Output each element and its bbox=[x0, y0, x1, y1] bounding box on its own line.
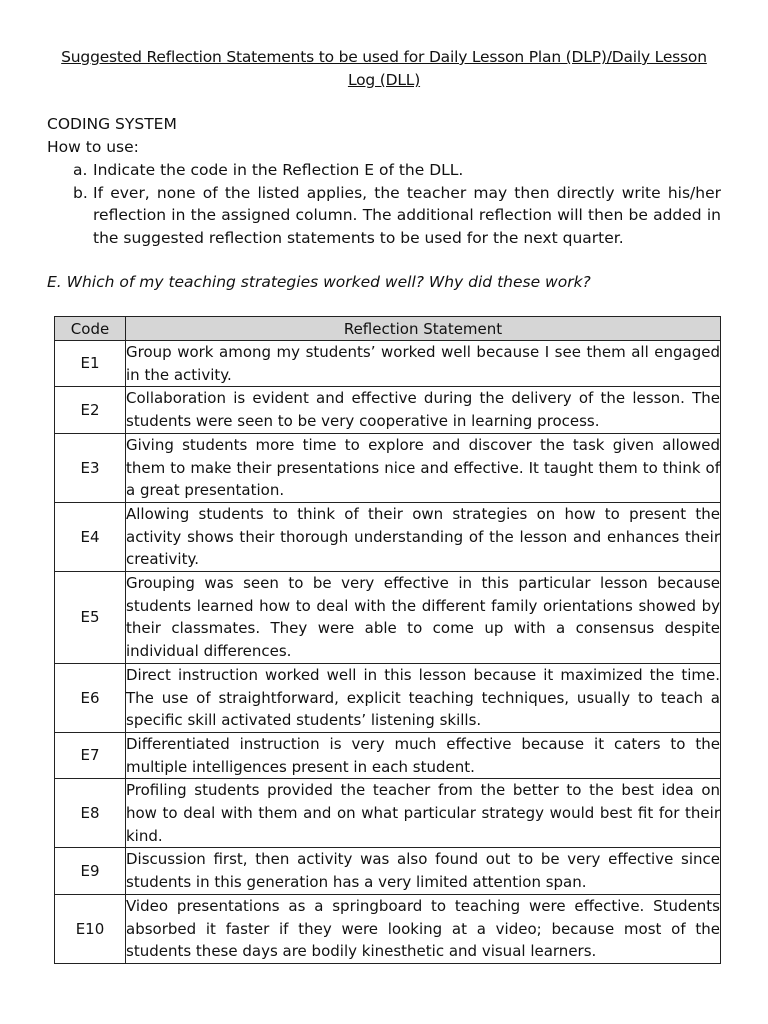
document-title: Suggested Reflection Statements to be used for Daily Lesson Plan (DLP)/Daily Lesson Log (DLL) bbox=[61, 48, 707, 89]
row-code: E3 bbox=[55, 433, 126, 502]
row-statement: Giving students more time to explore and discover the task given allowed them to make their presentations nice and effective. It taught them to think of a great presentation. bbox=[126, 433, 721, 502]
statement-column-header: Reflection Statement bbox=[126, 317, 721, 341]
row-code: E9 bbox=[55, 848, 126, 894]
step-marker: a. bbox=[73, 161, 88, 179]
row-code: E8 bbox=[55, 779, 126, 848]
row-statement: Discussion first, then activity was also found out to be very effective since students in this generation has a very limited attention span. bbox=[126, 848, 721, 894]
table-row bbox=[55, 779, 721, 848]
reflection-table bbox=[54, 316, 721, 964]
table-header-row bbox=[55, 317, 721, 341]
table-row bbox=[55, 502, 721, 571]
table-row bbox=[55, 848, 721, 894]
table-row bbox=[55, 732, 721, 778]
table-row bbox=[55, 894, 721, 963]
row-code: E7 bbox=[55, 732, 126, 778]
row-statement: Video presentations as a springboard to teaching were effective. Students absorbed it faster if they were looking at a video; because most of the students these days are bodily kinesthetic and visual learners. bbox=[126, 894, 721, 963]
table-row bbox=[55, 433, 721, 502]
row-statement: Direct instruction worked well in this lesson because it maximized the time. The use of straightforward, explicit teaching techniques, usually to teach a specific skill activated students’ listening skills. bbox=[126, 663, 721, 732]
code-column-header: Code bbox=[55, 317, 126, 341]
table-row bbox=[55, 387, 721, 433]
table-row bbox=[55, 572, 721, 664]
row-code: E5 bbox=[55, 572, 126, 664]
row-code: E1 bbox=[55, 341, 126, 387]
row-code: E2 bbox=[55, 387, 126, 433]
row-statement: Allowing students to think of their own strategies on how to present the activity shows their thorough understanding of the lesson and enhances their creativity. bbox=[126, 502, 721, 571]
row-code: E4 bbox=[55, 502, 126, 571]
coding-system-heading: CODING SYSTEM bbox=[47, 115, 177, 133]
how-to-use-label: How to use: bbox=[47, 138, 139, 156]
instruction-step-a bbox=[47, 159, 721, 182]
row-statement: Differentiated instruction is very much effective because it caters to the multiple intelligences present in each student. bbox=[126, 732, 721, 778]
instruction-step-b bbox=[47, 182, 721, 250]
row-code: E10 bbox=[55, 894, 126, 963]
row-statement: Profiling students provided the teacher from the better to the best idea on how to deal with them and on what particular strategy would best fit for their kind. bbox=[126, 779, 721, 848]
step-marker: b. bbox=[73, 183, 88, 202]
row-statement: Grouping was seen to be very effective in this particular lesson because students learned how to deal with the different family orientations showed by their classmates. They were able to come up with a consensus despite individual differences. bbox=[126, 572, 721, 664]
step-text: If ever, none of the listed applies, the teacher may then directly write his/her reflection in the assigned column. The additional reflection will then be added in the suggested reflection statements to be used for the next quarter. bbox=[93, 183, 721, 247]
row-statement: Group work among my students’ worked well because I see them all engaged in the activity. bbox=[126, 341, 721, 387]
reflection-question: E. Which of my teaching strategies worked well? Why did these work? bbox=[47, 273, 591, 291]
table-row bbox=[55, 663, 721, 732]
table-row bbox=[55, 341, 721, 387]
row-code: E6 bbox=[55, 663, 126, 732]
step-text: Indicate the code in the Reflection E of the DLL. bbox=[93, 161, 464, 179]
row-statement: Collaboration is evident and effective during the delivery of the lesson. The students were seen to be very cooperative in learning process. bbox=[126, 387, 721, 433]
instruction-list bbox=[47, 159, 721, 249]
